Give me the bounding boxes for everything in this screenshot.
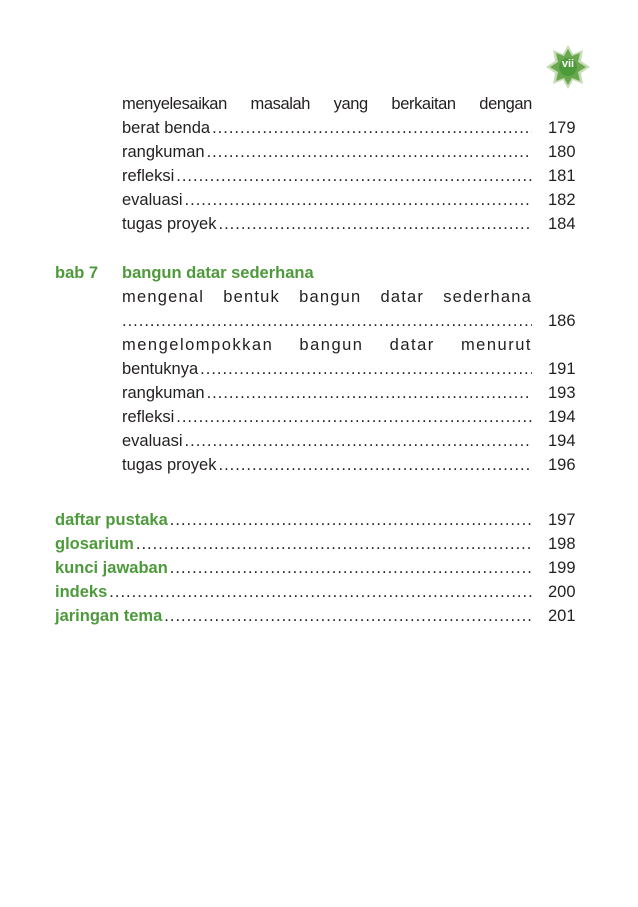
toc-page-number: 196 bbox=[548, 456, 576, 474]
toc-entry[interactable] bbox=[122, 357, 532, 381]
toc-entry[interactable] bbox=[122, 405, 532, 429]
leader-dots bbox=[164, 604, 532, 628]
toc-item-line: mengenal bentuk bangun datar sederhana bbox=[122, 288, 532, 306]
toc-entry-label: rangkuman bbox=[122, 143, 205, 161]
leader-dots bbox=[170, 508, 532, 532]
toc-entry[interactable] bbox=[55, 604, 532, 628]
toc-entry-label: rangkuman bbox=[122, 384, 205, 402]
toc-entry-label: refleksi bbox=[122, 408, 175, 426]
toc-page-number: 201 bbox=[548, 607, 576, 625]
toc-entry-label: kunci jawaban bbox=[55, 559, 168, 577]
leader-dots bbox=[122, 309, 532, 333]
toc-entry-label: jaringan tema bbox=[55, 607, 163, 625]
toc-page-number: 194 bbox=[548, 432, 576, 450]
leader-dots bbox=[207, 140, 532, 164]
toc-continued-line: menyelesaikan masalah yang berkaitan dengan bbox=[122, 95, 532, 113]
toc-entry-label: bentuknya bbox=[122, 360, 199, 378]
leader-dots bbox=[185, 429, 532, 453]
leader-dots bbox=[212, 116, 532, 140]
toc-page-number: 191 bbox=[548, 360, 576, 378]
toc-entry[interactable] bbox=[55, 580, 532, 604]
toc-page-number: 184 bbox=[548, 215, 576, 233]
leader-dots bbox=[136, 532, 532, 556]
toc-page-number: 180 bbox=[548, 143, 576, 161]
toc-entry[interactable] bbox=[122, 212, 532, 236]
page-number-badge bbox=[545, 44, 591, 90]
leader-dots bbox=[218, 453, 532, 477]
leader-dots bbox=[185, 188, 532, 212]
toc-entry-label: berat benda bbox=[122, 119, 211, 137]
toc-entry[interactable] bbox=[55, 508, 532, 532]
toc-entry[interactable] bbox=[122, 309, 532, 333]
toc-page-number: 193 bbox=[548, 384, 576, 402]
leader-dots bbox=[109, 580, 532, 604]
toc-entry[interactable] bbox=[55, 556, 532, 580]
leader-dots bbox=[200, 357, 532, 381]
chapter-title[interactable]: bangun datar sederhana bbox=[122, 264, 314, 282]
toc-page-number: 181 bbox=[548, 167, 576, 185]
toc-entry-label: refleksi bbox=[122, 167, 175, 185]
toc-entry-label: evaluasi bbox=[122, 191, 183, 209]
chapter-number: bab 7 bbox=[55, 264, 99, 282]
toc-entry[interactable] bbox=[122, 453, 532, 477]
toc-entry-label: glosarium bbox=[55, 535, 134, 553]
leader-dots bbox=[218, 212, 532, 236]
toc-entry[interactable] bbox=[55, 532, 532, 556]
toc-entry-label: tugas proyek bbox=[122, 215, 217, 233]
toc-entry-label: indeks bbox=[55, 583, 108, 601]
toc-page-number: 194 bbox=[548, 408, 576, 426]
toc-page-number: 198 bbox=[548, 535, 576, 553]
toc-item-line: mengelompokkan bangun datar menurut bbox=[122, 336, 532, 354]
toc-entry[interactable] bbox=[122, 429, 532, 453]
toc-page-number: 182 bbox=[548, 191, 576, 209]
toc-entry[interactable] bbox=[122, 140, 532, 164]
toc-page-number: 179 bbox=[548, 119, 576, 137]
leader-dots bbox=[176, 405, 532, 429]
toc-entry[interactable] bbox=[122, 164, 532, 188]
toc-entry-label: evaluasi bbox=[122, 432, 183, 450]
toc-page-number: 200 bbox=[548, 583, 576, 601]
toc-page-number: 197 bbox=[548, 511, 576, 529]
toc-entry[interactable] bbox=[122, 116, 532, 140]
leader-dots bbox=[170, 556, 532, 580]
toc-entry[interactable] bbox=[122, 188, 532, 212]
toc-entry-label: daftar pustaka bbox=[55, 511, 168, 529]
leader-dots bbox=[176, 164, 532, 188]
page-number: vii bbox=[561, 58, 575, 70]
toc-entry[interactable] bbox=[122, 381, 532, 405]
toc-page-number: 199 bbox=[548, 559, 576, 577]
leader-dots bbox=[207, 381, 532, 405]
toc-page-number: 186 bbox=[548, 312, 576, 330]
toc-entry-label: tugas proyek bbox=[122, 456, 217, 474]
